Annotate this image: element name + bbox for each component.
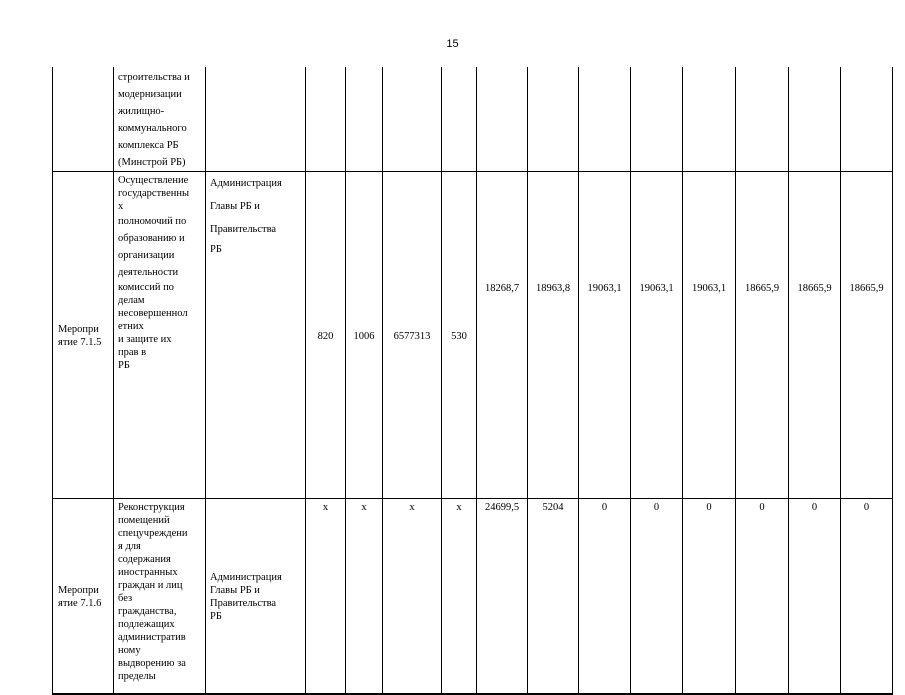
value-cell: 19063,1 [683, 172, 736, 499]
budget-table [52, 67, 893, 695]
value-cell: 18268,7 [477, 172, 528, 499]
description-cell: строительства и модернизации жилищно- коммунального комплекса РБ (Минстрой РБ) [114, 67, 206, 172]
value-cell: 1006 [346, 172, 383, 499]
executor-cell [206, 67, 306, 172]
measure-label: Меропри ятие 7.1.6 [53, 499, 114, 695]
value-cell: 0 [683, 499, 736, 695]
executor-cell: Администрация Главы РБ и Правительства РБ [206, 172, 306, 499]
value-cell: 0 [841, 499, 893, 695]
value-cell: 0 [789, 499, 841, 695]
value-cell: 18665,9 [736, 172, 789, 499]
table-row-7-1-6 [53, 499, 893, 695]
value-cell: х [306, 499, 346, 695]
value-cell: 5204 [528, 499, 579, 695]
label-cell [53, 67, 114, 172]
value-cell: х [442, 499, 477, 695]
page-number: 15 [446, 38, 459, 50]
value-cell: х [383, 499, 442, 695]
value-cell: 530 [442, 172, 477, 499]
description-cell: Реконструкция помещений спецучреждени я для содержания иностранных граждан и лиц без гражданства, подлежащих административ ному выдворению за пределы [114, 499, 206, 695]
value-cell: 18963,8 [528, 172, 579, 499]
table-row-7-1-5 [53, 172, 893, 499]
value-cell: 18665,9 [789, 172, 841, 499]
value-cell: 0 [579, 499, 631, 695]
value-cell: 24699,5 [477, 499, 528, 695]
value-cell: 0 [631, 499, 683, 695]
value-cell: 19063,1 [631, 172, 683, 499]
measure-label: Меропри ятие 7.1.5 [53, 172, 114, 499]
value-cell: 0 [736, 499, 789, 695]
value-cell: 19063,1 [579, 172, 631, 499]
value-cell: 820 [306, 172, 346, 499]
executor-cell: Администрация Главы РБ и Правительства РБ [206, 499, 306, 695]
description-cell: Осуществление государственны х полномочий по образованию и организации деятельности комиссий по делам несовершеннол етних и защите их прав в РБ [114, 172, 206, 499]
value-cell: 18665,9 [841, 172, 893, 499]
table-row-continuation [53, 67, 893, 172]
value-cell: х [346, 499, 383, 695]
value-cell: 6577313 [383, 172, 442, 499]
